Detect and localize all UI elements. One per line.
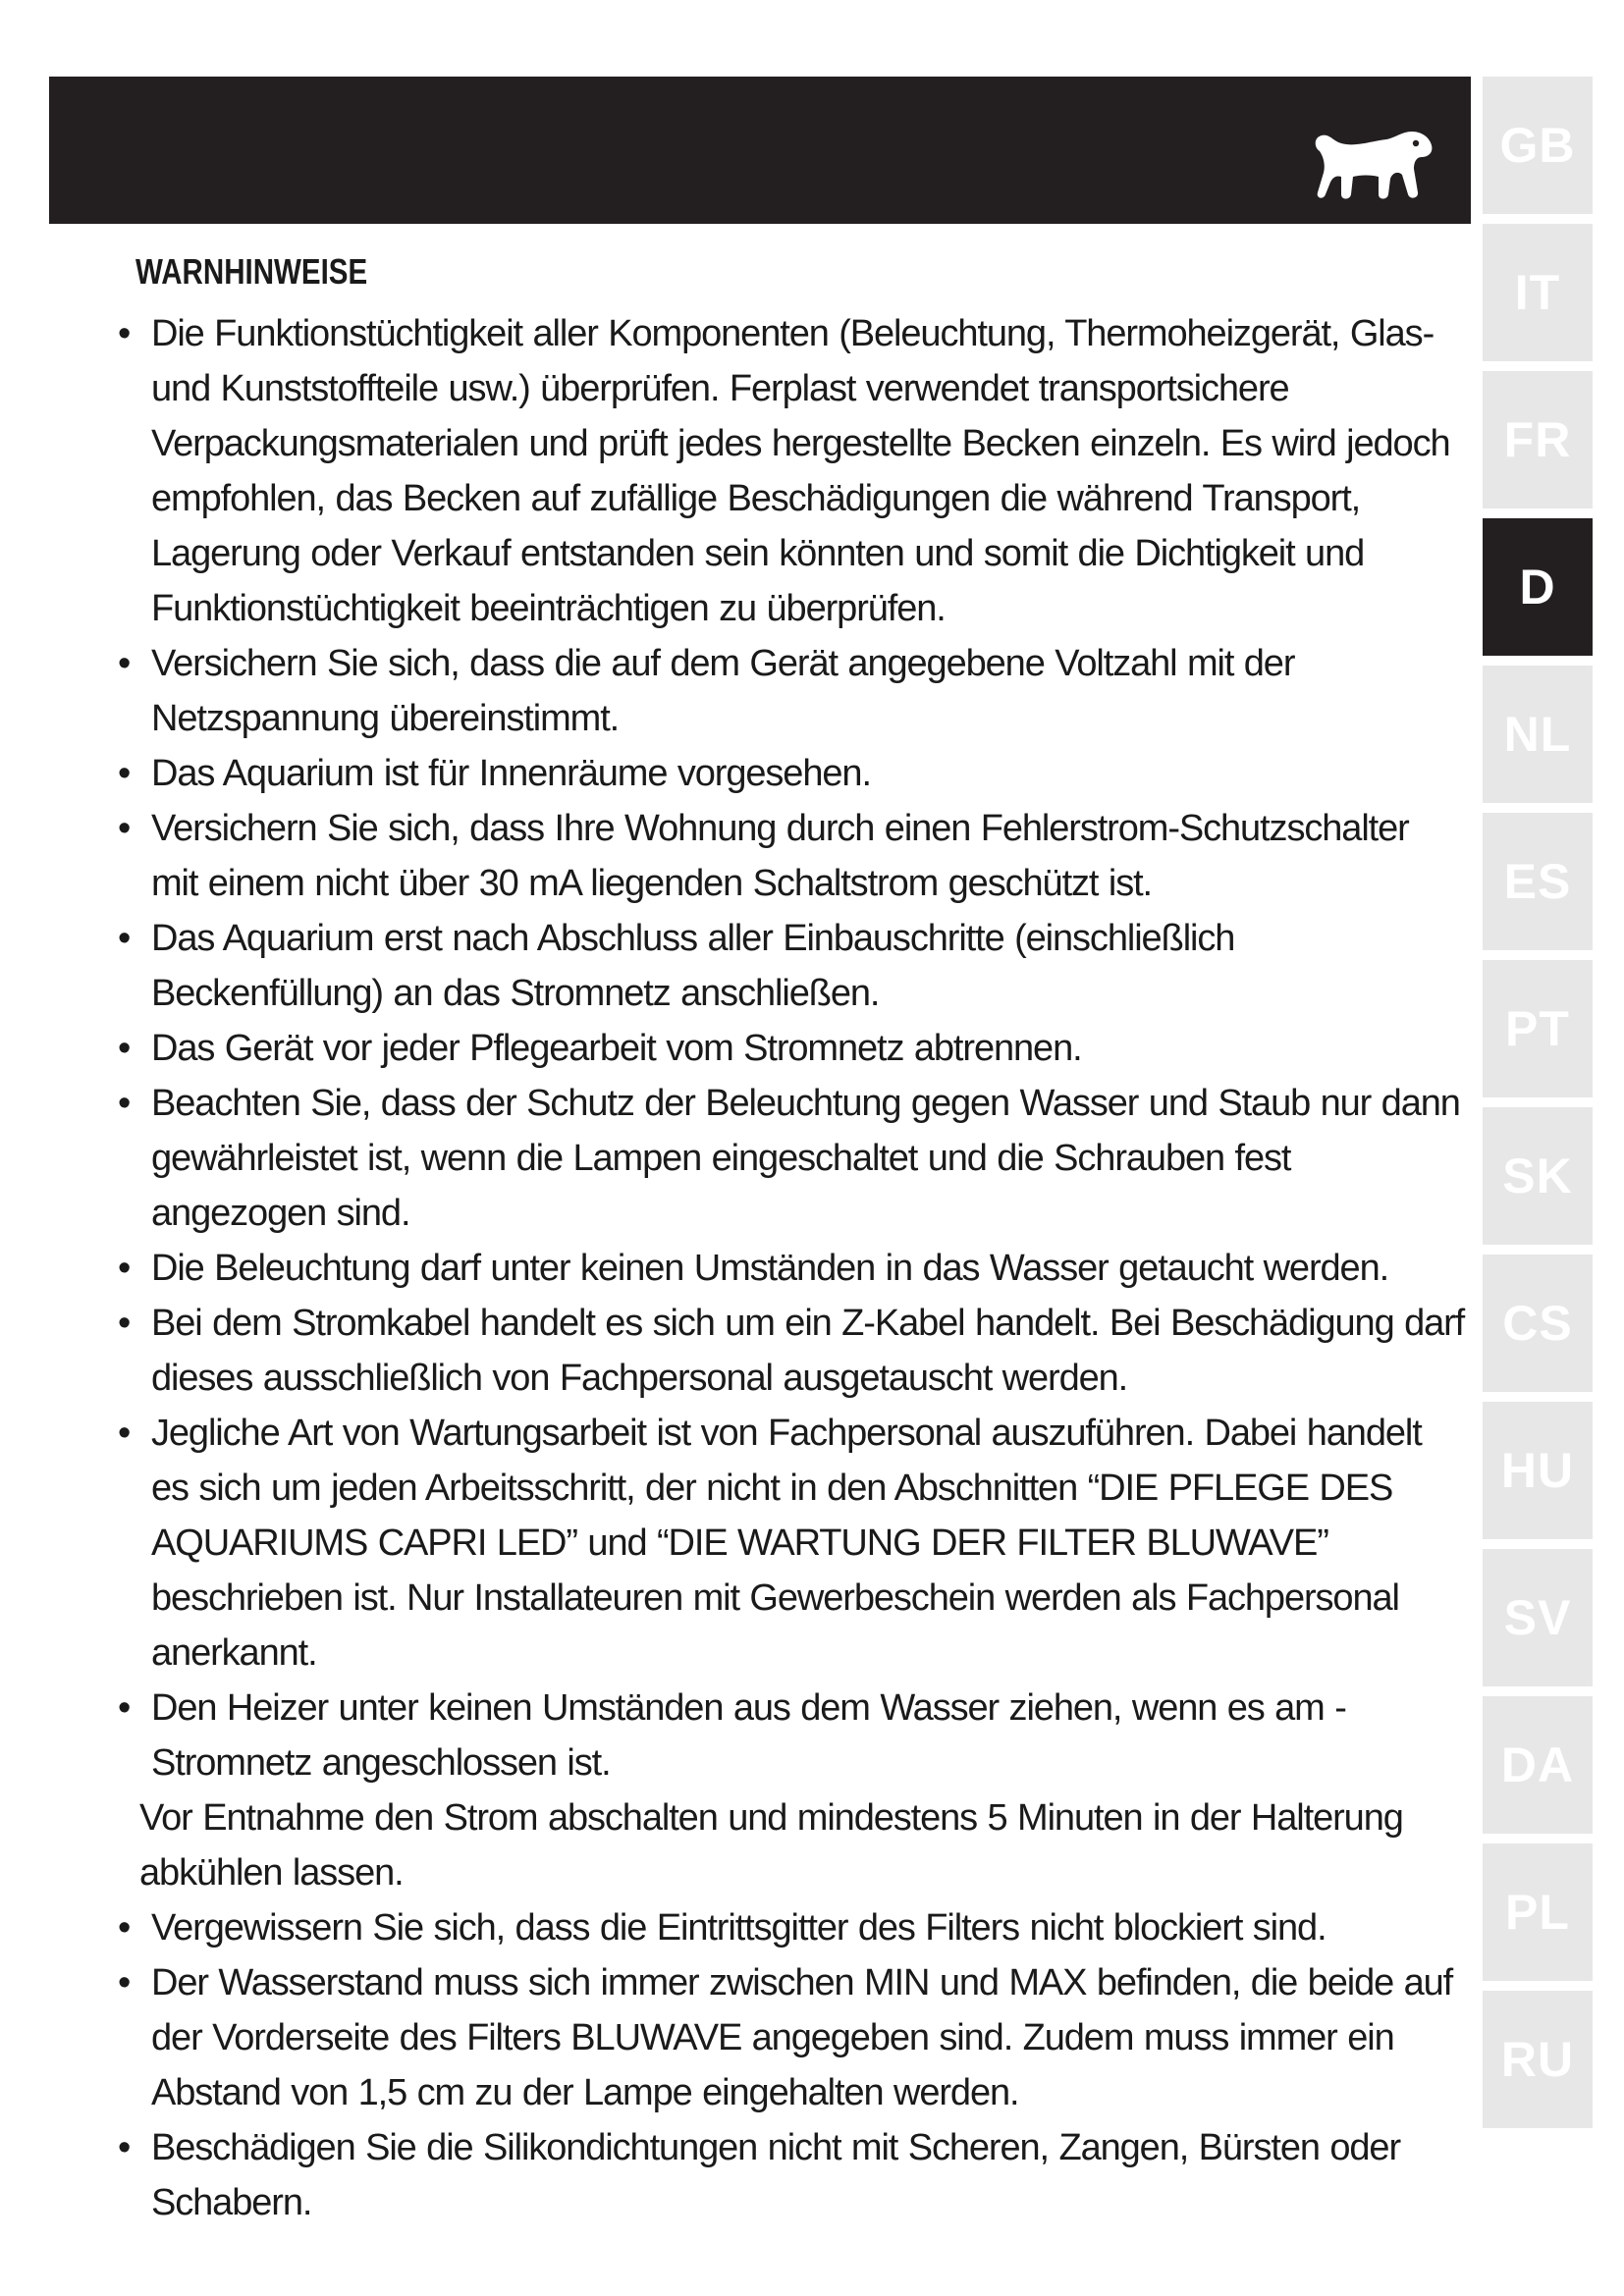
bullet-icon: • [118,1248,131,1289]
lang-tab-da[interactable]: DA [1483,1696,1593,1834]
list-item-text: Beschädigen Sie die Silikondichtungen nicht mit Scheren, Zangen, Bürsten oder Schabern. [151,2127,1401,2223]
bullet-icon: • [118,1687,131,1729]
list-item-text: Versichern Sie sich, dass Ihre Wohnung durch einen Fehlerstrom-Schutzschalter mit einem nicht über 30 mA liegenden Schaltstrom geschützt ist. [151,808,1409,904]
bullet-icon: • [118,1028,131,1069]
bullet-icon: • [118,1962,131,2003]
list-item [118,1076,1465,1241]
bullet-icon: • [118,643,131,684]
ferret-logo-icon [1312,130,1434,202]
lang-tab-gb[interactable]: GB [1483,77,1593,214]
note-paragraph [118,1790,1465,1900]
bullet-icon: • [118,1083,131,1124]
lang-tab-sv[interactable]: SV [1483,1549,1593,1686]
list-item-text: Das Aquarium ist für Innenräume vorgesehen. [151,753,871,794]
list-item [118,1406,1465,1681]
list-item [118,911,1465,1021]
list-item-text: Das Gerät vor jeder Pflegearbeit vom Stromnetz abtrennen. [151,1028,1082,1069]
list-item [118,1241,1465,1296]
list-item [118,2120,1465,2230]
bullet-icon: • [118,1907,131,1949]
list-item-text: Jegliche Art von Wartungsarbeit ist von Fachpersonal auszuführen. Dabei handelt es sich um jeden Arbeitsschritt, der nicht in den Abschnitten “DIE PFLEGE DES AQUARIUMS CAPRI LED” und “DIE WARTUNG DER FILTER BLUWAVE” beschrieben ist. Nur Installateuren mit Gewerbeschein werden als Fachpersonal anerkannt. [151,1413,1422,1674]
lang-tab-d[interactable]: D [1483,518,1593,656]
language-tabs [1483,77,1593,2138]
list-item-text: Versichern Sie sich, dass die auf dem Gerät angegebene Voltzahl mit der Netzspannung übereinstimmt. [151,643,1295,739]
list-item [118,1955,1465,2120]
list-item [118,306,1465,636]
bullet-icon: • [118,2127,131,2168]
list-item [118,1900,1465,1955]
warnings-section [118,251,1465,2230]
section-heading: WARNHINWEISE [135,251,368,292]
lang-tab-pl[interactable]: PL [1483,1843,1593,1981]
list-item [118,1296,1465,1406]
bullet-icon: • [118,918,131,959]
note-text: Vor Entnahme den Strom abschalten und mindestens 5 Minuten in der Halterung abkühlen lassen. [139,1797,1403,1894]
bullet-icon: • [118,808,131,849]
list-item-text: Der Wasserstand muss sich immer zwischen MIN und MAX befinden, die beide auf der Vorderseite des Filters BLUWAVE angegeben sind. Zudem muss immer ein Abstand von 1,5 cm zu der Lampe eingehalten werden. [151,1962,1453,2113]
list-item [118,636,1465,746]
list-item [118,801,1465,911]
lang-tab-cs[interactable]: CS [1483,1255,1593,1392]
lang-tab-pt[interactable]: PT [1483,960,1593,1097]
lang-tab-ru[interactable]: RU [1483,1991,1593,2128]
bullet-icon: • [118,1413,131,1454]
list-item-text: Beachten Sie, dass der Schutz der Beleuchtung gegen Wasser und Staub nur dann gewährleistet ist, wenn die Lampen eingeschaltet und die Schrauben fest angezogen sind. [151,1083,1460,1234]
lang-tab-it[interactable]: IT [1483,224,1593,361]
list-item [118,1021,1465,1076]
list-item [118,1681,1465,1790]
list-item [118,746,1465,801]
header-bar [49,77,1471,224]
warnings-list [118,306,1465,2230]
bullet-icon: • [118,753,131,794]
list-item-text: Die Beleuchtung darf unter keinen Umständen in das Wasser getaucht werden. [151,1248,1389,1289]
bullet-icon: • [118,1303,131,1344]
lang-tab-fr[interactable]: FR [1483,371,1593,508]
lang-tab-nl[interactable]: NL [1483,666,1593,803]
bullet-icon: • [118,313,131,354]
list-item-text: Vergewissern Sie sich, dass die Eintrittsgitter des Filters nicht blockiert sind. [151,1907,1326,1949]
lang-tab-es[interactable]: ES [1483,813,1593,950]
list-item-text: Das Aquarium erst nach Abschluss aller Einbauschritte (einschließlich Beckenfüllung) an das Stromnetz anschließen. [151,918,1235,1014]
list-item-text: Den Heizer unter keinen Umständen aus dem Wasser ziehen, wenn es am - Stromnetz angeschlossen ist. [151,1687,1346,1784]
lang-tab-hu[interactable]: HU [1483,1402,1593,1539]
lang-tab-sk[interactable]: SK [1483,1107,1593,1245]
list-item-text: Bei dem Stromkabel handelt es sich um ein Z-Kabel handelt. Bei Beschädigung darf dieses ausschließlich von Fachpersonal ausgetauscht werden. [151,1303,1465,1399]
list-item-text: Die Funktionstüchtigkeit aller Komponenten (Beleuchtung, Thermoheizgerät, Glas- und Kunststoffteile usw.) überprüfen. Ferplast verwendet transportsichere Verpackungsmaterialen und prüft jedes hergestellte Becken einzeln. Es wird jedoch empfohlen, das Becken auf zufällige Beschädigungen die während Transport, Lagerung oder Verkauf entstanden sein könnten und somit die Dichtigkeit und Funktionstüchtigkeit beeinträchtigen zu überprüfen. [151,313,1450,629]
